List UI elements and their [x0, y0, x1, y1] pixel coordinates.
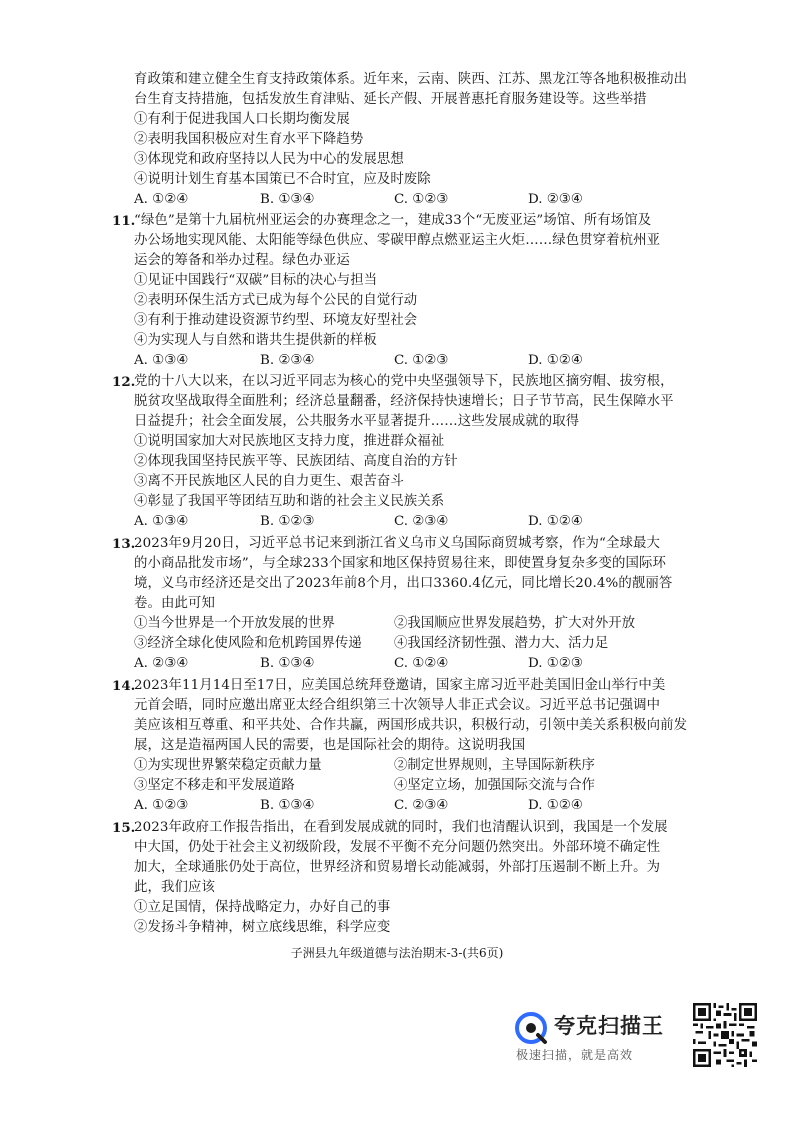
statement: ②表明我国积极应对生育水平下降趋势	[134, 132, 364, 147]
question-text-line: 育政策和建立健全生育支持政策体系。近年来，云南、陕西、江苏、黑龙江等各地积极推动出	[134, 72, 688, 87]
question-text-line: 台生育支持措施，包括发放生育津贴、延长产假、开展普惠托育服务建设等。这些举措	[134, 92, 647, 107]
question-text-line: 的小商品批发市场”，与全球233个国家和地区保持贸易往来，即使置身复杂多变的国际环	[134, 556, 666, 571]
statement: ④说明计划生育基本国策已不合时宜，应及时废除	[134, 172, 431, 187]
statement: ③坚定不移走和平发展道路	[134, 778, 295, 793]
option-d: D. ①②④	[528, 514, 583, 529]
option-d: D. ①②④	[528, 353, 583, 368]
question-text-line: 卷。由此可知	[134, 596, 215, 611]
question-text-line: 党的十八大以来，在以习近平同志为核心的党中央坚强领导下，民族地区摘穷帽、拔穷根，	[134, 374, 674, 389]
statement: ③体现党和政府坚持以人民为中心的发展思想	[134, 152, 404, 167]
option-a: A. ①②③	[134, 798, 189, 813]
question-number: 15.	[112, 820, 136, 836]
question-text-line: 脱贫攻坚战取得全面胜利；经济总量翻番，经济保持快速增长；日子节节高，民生保障水平	[134, 394, 674, 409]
question-number: 13.	[112, 536, 136, 552]
statement: ②制定世界规则，主导国际新秩序	[394, 758, 595, 773]
question-text-line: 2023年9月20日，习近平总书记来到浙江省义乌市义乌国际商贸城考察，作为“全球最大	[134, 536, 660, 551]
option-c: C. ①②③	[394, 353, 449, 368]
option-c: C. ②③④	[394, 798, 449, 813]
question-text-line: 美应该相互尊重、和平共处、合作共赢，两国形成共识，积极行动，引领中美关系积极向前发	[134, 718, 688, 733]
statement: ④彰显了我国平等团结互助和谐的社会主义民族关系	[134, 494, 445, 509]
statement: ①为实现世界繁荣稳定贡献力量	[134, 758, 322, 773]
statement: ①有利于促进我国人口长期均衡发展	[134, 112, 350, 127]
question-number: 14.	[112, 678, 136, 694]
qr-code-icon	[693, 1003, 757, 1067]
quark-logo-icon	[514, 1011, 548, 1045]
statement: ④我国经济韧性强、潜力大、活力足	[394, 636, 609, 651]
statement: ①说明国家加大对民族地区支持力度，推进群众福祉	[134, 434, 445, 449]
scanner-watermark	[514, 1003, 694, 1073]
question-text-line: 元首会晤，同时应邀出席亚太经合组织第三十次领导人非正式会议。习近平总书记强调中	[134, 698, 661, 713]
statement: ③离不开民族地区人民的自力更生、艰苦奋斗	[134, 474, 404, 489]
option-b: B. ①②③	[260, 514, 315, 529]
statement: ③经济全球化使风险和危机跨国界传递	[134, 636, 362, 651]
question-text-line: 2023年11月14日至17日，应美国总统拜登邀请，国家主席习近平赴美国旧金山举行中美	[134, 678, 666, 693]
statement: ②体现我国坚持民族平等、民族团结、高度自治的方针	[134, 454, 458, 469]
question-text-line: 日益提升；社会全面发展，公共服务水平显著提升……这些发展成就的取得	[134, 414, 580, 429]
page-footer: 子洲县九年级道德与法治期末-3-(共6页)	[290, 946, 504, 960]
option-c: C. ①②③	[394, 192, 449, 207]
question-text-line: 境，义乌市经济还是交出了2023年前8个月，出口3360.4亿元，同比增长20.4%的靓丽答	[134, 576, 673, 591]
statement: ④坚定立场，加强国际交流与合作	[394, 778, 595, 793]
option-c: C. ②③④	[394, 514, 449, 529]
question-text-line: 办公场地实现风能、太阳能等绿色供应、零碳甲醇点燃亚运主火炬……绿色贯穿着杭州亚	[134, 233, 661, 248]
statement: ①当今世界是一个开放发展的世界	[134, 616, 335, 631]
option-a: A. ②③④	[134, 656, 189, 671]
option-b: B. ①③④	[260, 798, 315, 813]
option-b: B. ①③④	[260, 656, 315, 671]
question-number: 12.	[112, 374, 136, 390]
option-a: A. ①②④	[134, 192, 189, 207]
question-text-line: 展，这是造福两国人民的需要，也是国际社会的期待。这说明我国	[134, 738, 526, 753]
statement: ③有利于推动建设资源节约型、环境友好型社会	[134, 313, 418, 328]
question-text-line: 此，我们应该	[134, 880, 215, 895]
option-b: B. ②③④	[260, 353, 315, 368]
option-a: A. ①③④	[134, 353, 189, 368]
statement: ①立足国情，保持战略定力，办好自己的事	[134, 900, 391, 915]
option-a: A. ①③④	[134, 514, 189, 529]
statement: ②发扬斗争精神，树立底线思维，科学应变	[134, 920, 391, 935]
statement: ②我国顺应世界发展趋势，扩大对外开放	[394, 616, 636, 631]
question-text-line: 中大国，仍处于社会主义初级阶段，发展不平衡不充分问题仍然突出。外部环境不确定性	[134, 840, 661, 855]
option-d: D. ②③④	[528, 192, 583, 207]
question-text-line: “绿色”是第十九届杭州亚运会的办赛理念之一，建成33个“无废亚运”场馆、所有场馆及	[134, 213, 652, 228]
option-b: B. ①③④	[260, 192, 315, 207]
option-d: D. ①②④	[528, 798, 583, 813]
statement: ②表明环保生活方式已成为每个公民的自觉行动	[134, 293, 418, 308]
question-number: 11.	[112, 213, 136, 229]
statement: ④为实现人与自然和谐共生提供新的样板	[134, 333, 377, 348]
option-c: C. ①②④	[394, 656, 449, 671]
question-text-line: 2023年政府工作报告指出，在看到发展成就的同时，我们也清醒认识到，我国是一个发展	[134, 820, 668, 835]
brand-slogan: 极速扫描，就是高效	[516, 1048, 634, 1062]
question-text-line: 加大，全球通胀仍处于高位，世界经济和贸易增长动能减弱，外部打压遏制不断上升。为	[134, 860, 661, 875]
question-text-line: 运会的筹备和举办过程。绿色办亚运	[134, 253, 350, 268]
option-d: D. ①②③	[528, 656, 583, 671]
brand-name: 夸克扫描王	[554, 1014, 664, 1038]
statement: ①见证中国践行“双碳”目标的决心与担当	[134, 273, 378, 288]
